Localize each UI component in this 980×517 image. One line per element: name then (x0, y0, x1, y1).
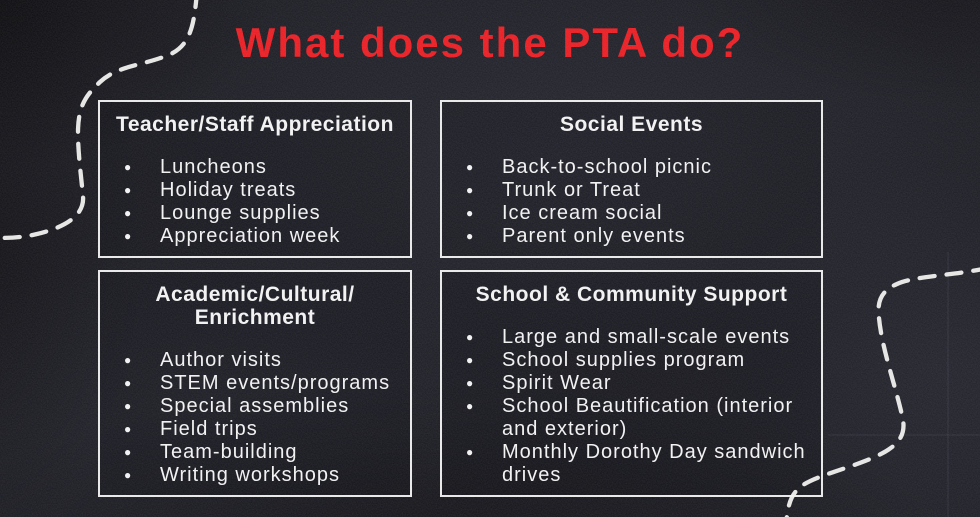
category-box-academic-cultural-enrichment (98, 270, 412, 497)
list-item: ● STEM events/programs (122, 372, 399, 395)
slide-title: What does the PTA do? (235, 19, 745, 66)
list-item: ● Spirit Wear (464, 372, 810, 395)
list-item: ● Lounge supplies (122, 202, 399, 225)
bullet-list (442, 156, 821, 248)
list-item: ● Trunk or Treat (464, 179, 810, 202)
category-box-teacher-staff-appreciation (98, 100, 412, 258)
box-title-line: Teacher/Staff Appreciation (116, 113, 394, 136)
list-item: ● Ice cream social (464, 202, 810, 225)
list-item: ● Field trips (122, 418, 399, 441)
list-item: ● Monthly Dorothy Day sandwich drives (464, 441, 810, 487)
list-item: ● Team-building (122, 441, 399, 464)
list-item: ● Large and small-scale events (464, 326, 810, 349)
faint-chalk-residue-line-vertical (947, 252, 949, 517)
list-item: ● Luncheons (122, 156, 399, 179)
list-item: ● Author visits (122, 349, 399, 372)
list-item: ● Parent only events (464, 225, 810, 248)
list-item: ● Appreciation week (122, 225, 399, 248)
list-item: ● School Beautification (interior and exterior) (464, 395, 810, 441)
bullet-list (442, 326, 821, 487)
box-title (100, 272, 410, 329)
box-title (442, 102, 821, 136)
list-item: ● School supplies program (464, 349, 810, 372)
list-item: ● Writing workshops (122, 464, 399, 487)
box-title (100, 102, 410, 136)
list-item: ● Special assemblies (122, 395, 399, 418)
category-box-school-community-support (440, 270, 823, 497)
box-title-line: School & Community Support (475, 283, 788, 306)
bullet-list (100, 156, 410, 248)
box-title-line: Enrichment (194, 306, 316, 329)
box-title-line: Academic/Cultural/ (155, 283, 355, 306)
box-title-line: Social Events (559, 113, 704, 136)
bullet-list (100, 349, 410, 487)
list-item: ● Back-to-school picnic (464, 156, 810, 179)
list-item: ● Holiday treats (122, 179, 399, 202)
box-title (442, 272, 821, 306)
category-box-social-events (440, 100, 823, 258)
faint-chalk-residue-line-horizontal (828, 434, 980, 436)
